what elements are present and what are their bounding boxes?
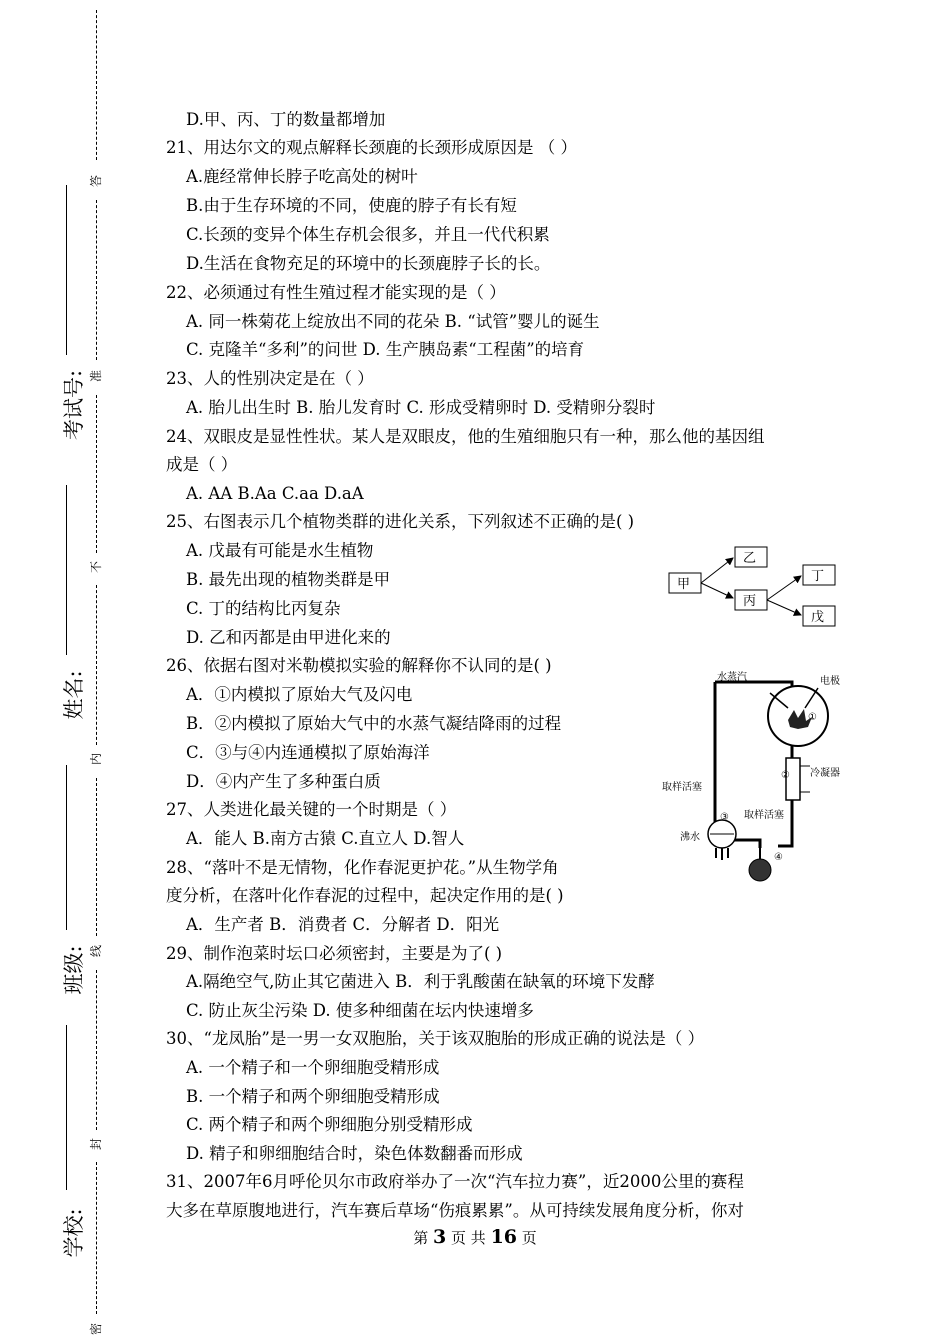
option-line: D．④内产生了多种蛋白质 bbox=[186, 772, 381, 791]
option-line: A. 同一株菊花上绽放出不同的花朵 B. “试管”婴儿的诞生 bbox=[186, 312, 600, 331]
exam-no-label: 考试号: bbox=[62, 369, 86, 440]
label-condenser: 冷凝器 bbox=[810, 768, 840, 779]
question-26: 26、依据右图对米勒模拟实验的解释你不认同的是( ) bbox=[166, 656, 552, 675]
node-jia: 甲 bbox=[677, 577, 691, 592]
option-line: B．②内模拟了原始大气中的水蒸气凝结降雨的过程 bbox=[186, 714, 562, 733]
name-label: 姓名: bbox=[62, 670, 86, 720]
name-blank bbox=[66, 485, 67, 655]
option-line: A．能人 B.南方古猿 C.直立人 D.智人 bbox=[186, 829, 465, 848]
option-line: D. 乙和丙都是由甲进化来的 bbox=[186, 628, 391, 647]
option-line: A. 一个精子和一个卵细胞受精形成 bbox=[186, 1058, 440, 1077]
seal-dashed-line bbox=[96, 200, 97, 360]
flask-1 bbox=[768, 686, 828, 746]
question-31: 31、2007年6月呼伦贝尔市政府举办了一次“汽车拉力赛”，近2000公里的赛程 bbox=[166, 1172, 744, 1191]
label-boiling-water: 沸水 bbox=[680, 832, 700, 843]
option-line: A．①内模拟了原始大气及闪电 bbox=[186, 685, 413, 704]
footer-suffix: 页 bbox=[521, 1229, 537, 1247]
question-22: 22、必须通过有性生殖过程才能实现的是（ ） bbox=[166, 283, 506, 302]
label-4: ④ bbox=[774, 852, 783, 863]
option-line: A. 戊最有可能是水生植物 bbox=[186, 541, 374, 560]
total-pages: 16 bbox=[490, 1226, 518, 1248]
option-line: C.长颈的变异个体生存机会很多，并且一代代积累 bbox=[186, 225, 550, 244]
binding-margin bbox=[0, 0, 130, 1342]
option-line: C. 丁的结构比丙复杂 bbox=[186, 599, 341, 618]
label-sampling-valve-right: 取样活塞 bbox=[744, 810, 784, 821]
school-label: 学校: bbox=[62, 1208, 86, 1258]
school-blank bbox=[66, 1025, 67, 1190]
seal-dashed-line bbox=[96, 970, 97, 1130]
text-line: 度分析，在落叶化作春泥的过程中，起决定作用的是( ) bbox=[166, 886, 564, 905]
seal-char-3: 不 bbox=[87, 558, 105, 576]
seal-char-1: 答 bbox=[87, 172, 105, 190]
option-line: B. 最先出现的植物类群是甲 bbox=[186, 570, 391, 589]
option-line: C. 两个精子和两个卵细胞分别受精形成 bbox=[186, 1115, 473, 1134]
page-footer bbox=[0, 1226, 950, 1248]
seal-char-4: 内 bbox=[87, 750, 105, 768]
question-27: 27、人类进化最关键的一个时期是（ ） bbox=[166, 800, 457, 819]
seal-dashed-line bbox=[96, 585, 97, 745]
seal-char-5: 线 bbox=[87, 942, 105, 960]
node-yi: 乙 bbox=[743, 551, 757, 566]
flask-4 bbox=[749, 859, 771, 881]
option-line: A.鹿经常伸长脖子吃高处的树叶 bbox=[186, 167, 418, 186]
seal-dashed-line bbox=[96, 778, 97, 936]
exam-no-blank bbox=[66, 185, 67, 355]
question-25: 25、右图表示几个植物类群的进化关系，下列叙述不正确的是( ) bbox=[166, 512, 635, 531]
label-1: ① bbox=[808, 712, 817, 723]
class-label: 班级: bbox=[62, 945, 86, 995]
option-line: C. 防止灰尘污染 D. 使多种细菌在坛内快速增多 bbox=[186, 1001, 534, 1020]
miller-experiment-diagram bbox=[660, 668, 860, 888]
option-line: D. 精子和卵细胞结合时，染色体数翻番而形成 bbox=[186, 1144, 523, 1163]
option-line: B.由于生存环境的不同，使鹿的脖子有长有短 bbox=[186, 196, 517, 215]
page-number: 3 bbox=[432, 1226, 447, 1248]
footer-middle: 页 共 bbox=[451, 1229, 486, 1247]
label-sampling-valve-left: 取样活塞 bbox=[662, 782, 702, 793]
option-line: B. 一个精子和两个卵细胞受精形成 bbox=[186, 1087, 440, 1106]
question-24: 24、双眼皮是显性性状。某人是双眼皮，他的生殖细胞只有一种，那么他的基因组 bbox=[166, 427, 765, 446]
label-steam: 水蒸汽 bbox=[717, 672, 747, 683]
label-electrode: 电极 bbox=[820, 676, 840, 687]
plant-evolution-diagram bbox=[665, 540, 845, 635]
label-2: ② bbox=[781, 770, 790, 781]
question-23: 23、人的性别决定是在（ ） bbox=[166, 369, 374, 388]
class-blank bbox=[66, 765, 67, 930]
option-line: A．生产者 B．消费者 C．分解者 D．阳光 bbox=[186, 915, 500, 934]
seal-dashed-line bbox=[96, 395, 97, 553]
seal-dashed-line bbox=[96, 10, 97, 160]
node-wu: 戊 bbox=[811, 610, 825, 625]
question-30: 30、“龙凤胎”是一男一女双胞胎，关于该双胞胎的形成正确的说法是（ ） bbox=[166, 1029, 705, 1048]
option-line: A. 胎儿出生时 B. 胎儿发育时 C. 形成受精卵时 D. 受精卵分裂时 bbox=[186, 398, 656, 417]
option-line: C．③与④内连通模拟了原始海洋 bbox=[186, 743, 430, 762]
question-29: 29、制作泡菜时坛口必须密封，主要是为了( ) bbox=[166, 944, 503, 963]
node-ding: 丁 bbox=[811, 569, 825, 584]
option-line: D.生活在食物充足的环境中的长颈鹿脖子长的长。 bbox=[186, 254, 551, 273]
question-21: 21、用达尔文的观点解释长颈鹿的长颈形成原因是 （ ） bbox=[166, 138, 577, 157]
text-line: 大多在草原腹地进行，汽车赛后草场“伤痕累累”。从可持续发展角度分析，你对 bbox=[166, 1201, 744, 1220]
option-line: C. 克隆羊“多利”的问世 D. 生产胰岛素“工程菌”的培育 bbox=[186, 340, 585, 359]
footer-prefix: 第 bbox=[413, 1229, 429, 1247]
node-bing: 丙 bbox=[743, 594, 757, 609]
option-line: A.隔绝空气,防止其它菌进入 B．利于乳酸菌在缺氧的环境下发酵 bbox=[186, 972, 655, 991]
label-3: ③ bbox=[720, 812, 729, 823]
seal-char-6: 封 bbox=[87, 1135, 105, 1153]
seal-char-2: 准 bbox=[87, 367, 105, 385]
option-line: A. AA B.Aa C.aa D.aA bbox=[186, 484, 364, 503]
question-28: 28、“落叶不是无情物，化作春泥更护花。”从生物学角 bbox=[166, 858, 559, 877]
seal-char-7: 密 bbox=[87, 1320, 105, 1338]
text-line: D.甲、丙、丁的数量都增加 bbox=[186, 110, 386, 129]
text-line: 成是（ ） bbox=[166, 455, 238, 474]
